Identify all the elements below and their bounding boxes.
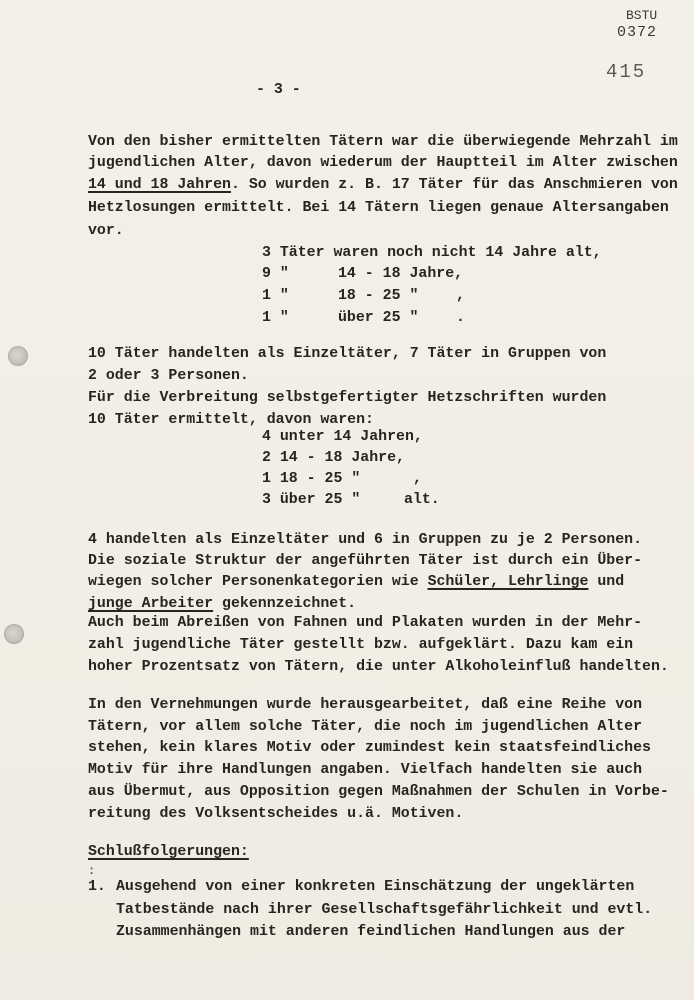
text-line: zahl jugendliche Täter gestellt bzw. aufgeklärt. Dazu kam ein (88, 637, 634, 653)
list-cell-range: 14 - 18 Jahre, (338, 266, 464, 282)
text-line (88, 175, 678, 195)
text-segment: gekennzeichnet. (213, 596, 357, 612)
list-cell-count: 9 " (262, 266, 289, 282)
punch-hole (4, 624, 24, 644)
item-marker: 1. (88, 879, 106, 895)
text-line: 10 Täter ermittelt, davon waren: (88, 412, 374, 428)
text-line: hoher Prozentsatz von Tätern, die unter Alkoholeinfluß handelten. (88, 659, 669, 675)
text-line: Die soziale Struktur der angeführten Täter ist durch ein Über- (88, 553, 643, 569)
text-line (88, 572, 624, 592)
text-line: Hetzlosungen ermittelt. Bei 14 Tätern liegen genaue Altersangaben (88, 200, 669, 216)
text-line: stehen, kein klares Motiv oder zumindest kein staatsfeindliches (88, 740, 651, 756)
text-line: 2 oder 3 Personen. (88, 368, 249, 384)
text-segment: und (588, 574, 625, 590)
text-line: Für die Verbreitung selbstgefertigter Hetzschriften wurden (88, 390, 607, 406)
list-cell-count: 1 " (262, 288, 289, 304)
list-cell-range: 3 über 25 " (262, 492, 361, 508)
text-line: Von den bisher ermittelten Tätern war die überwiegende Mehrzahl im (88, 134, 678, 150)
text-line: Ausgehend von einer konkreten Einschätzung der ungeklärten (116, 879, 635, 895)
list-cell-range: 1 18 - 25 " (262, 471, 361, 487)
list-row: 3 Täter waren noch nicht 14 Jahre alt, (262, 245, 602, 261)
underlined-text: Schlußfolgerungen: (88, 844, 249, 860)
list-cell-punct: . (456, 310, 465, 326)
text-line: Zusammenhängen mit anderen feindlichen Handlungen aus der (116, 924, 626, 940)
text-line: In den Vernehmungen wurde herausgearbeitet, daß eine Reihe von (88, 697, 643, 713)
punch-hole (8, 346, 28, 366)
underlined-text: junge Arbeiter (88, 596, 214, 612)
text-line: Tatbestände nach ihrer Gesellschaftsgefährlichkeit und evtl. (116, 902, 653, 918)
text-line: 10 Täter handelten als Einzeltäter, 7 Täter in Gruppen von (88, 346, 607, 362)
list-cell-punct: , (456, 288, 465, 304)
margin-mark: : (88, 864, 96, 878)
underlined-text: 14 und 18 Jahren (88, 177, 231, 193)
text-line (88, 594, 356, 614)
stamp-archive-number: 0372 (617, 24, 658, 41)
text-line: Motiv für ihre Handlungen angaben. Vielfach handelten sie auch (88, 762, 643, 778)
list-cell-punct: , (413, 471, 422, 487)
text-line: 4 handelten als Einzeltäter und 6 in Gruppen zu je 2 Personen. (88, 532, 643, 548)
stamp-archive-label: BSTU (626, 8, 658, 23)
text-line: aus Übermut, aus Opposition gegen Maßnahmen der Schulen in Vorbe- (88, 784, 669, 800)
page-number: - 3 - (256, 82, 301, 98)
list-cell-suffix: alt. (404, 492, 440, 508)
list-cell-range: über 25 " (338, 310, 419, 326)
text-line: vor. (88, 223, 124, 239)
text-line: Auch beim Abreißen von Fahnen und Plakaten wurden in der Mehr- (88, 615, 643, 631)
list-cell-range: 18 - 25 " (338, 288, 419, 304)
text-line: reitung des Volksentscheides u.ä. Motiven. (88, 806, 464, 822)
list-row: 4 unter 14 Jahren, (262, 429, 423, 445)
section-heading (88, 842, 249, 862)
list-row: 2 14 - 18 Jahre, (262, 450, 405, 466)
underlined-text: Schüler, Lehrlinge (427, 574, 589, 590)
list-cell-count: 1 " (262, 310, 289, 326)
text-line: Tätern, vor allem solche Täter, die noch im jugendlichen Alter (88, 719, 643, 735)
text-segment: wiegen solcher Personenkategorien wie (88, 574, 428, 590)
text-line: jugendlichen Alter, davon wiederum der Hauptteil im Alter zwischen (88, 155, 678, 171)
folio-number: 415 (606, 61, 647, 83)
text-segment: . So wurden z. B. 17 Täter für das Anschmieren von (230, 177, 678, 193)
